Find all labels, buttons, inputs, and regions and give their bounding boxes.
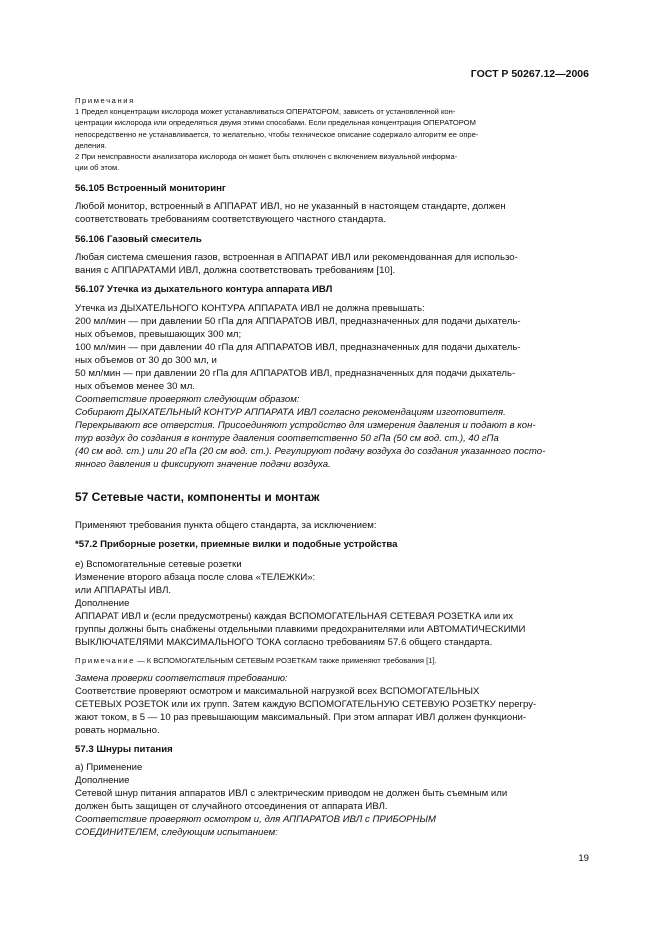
- section-57-2-body: [75, 558, 585, 649]
- section-57-3: [75, 744, 585, 755]
- text-line: е) Вспомогательные сетевые розетки: [75, 559, 242, 570]
- section-heading: 56.107 Утечка из дыхательного контура аппарата ИВЛ: [75, 284, 333, 295]
- text-line: янного давления и фиксируют значение подачи воздуха.: [75, 459, 331, 470]
- text-line: Соответствие проверяют следующим образом:: [75, 394, 300, 405]
- section-heading: *57.2 Приборные розетки, приемные вилки и подобные устройства: [75, 539, 398, 550]
- text-line: Замена проверки соответствия требованию:: [75, 673, 288, 684]
- chapter-57-intro: [75, 519, 585, 532]
- text-line: ровать нормально.: [75, 725, 160, 736]
- section-56-106: [75, 234, 585, 245]
- section-57-3-body: [75, 761, 585, 839]
- section-57-2: [75, 539, 585, 550]
- text-line: тур воздух до создания в контуре давления соответственно 50 гПа (50 см вод. ст.), 40 гПа: [75, 433, 499, 444]
- section-56-106-body: [75, 251, 585, 277]
- text-line: 100 мл/мин — при давлении 40 гПа для АППАРАТОВ ИВЛ, предназначенных для подачи дыхатель-: [75, 342, 521, 353]
- text-line: Соответствие проверяют осмотром и, для АППАРАТОВ ИВЛ с ПРИБОРНЫМ: [75, 814, 436, 825]
- text-line: 50 мл/мин — при давлении 20 гПа для АППАРАТОВ ИВЛ, предназначенных для подачи дыхатель-: [75, 368, 516, 379]
- text-line: АППАРАТ ИВЛ и (если предусмотрены) каждая ВСПОМОГАТЕЛЬНАЯ СЕТЕВАЯ РОЗЕТКА или их: [75, 611, 514, 622]
- section-56-105-body: [75, 200, 585, 226]
- section-heading: 56.105 Встроенный мониторинг: [75, 183, 226, 194]
- text-line: Дополнение: [75, 775, 130, 786]
- text-line: или АППАРАТЫ ИВЛ.: [75, 585, 172, 596]
- text-line: Любая система смешения газов, встроенная в АППАРАТ ИВЛ или рекомендованная для использо-: [75, 252, 518, 263]
- text-line: ных объемов менее 30 мл.: [75, 381, 195, 392]
- section-heading: 56.106 Газовый смеситель: [75, 234, 202, 245]
- text-line: Утечка из ДЫХАТЕЛЬНОГО КОНТУРА АППАРАТА ИВЛ не должна превышать:: [75, 303, 425, 314]
- section-56-107-body: [75, 302, 585, 471]
- note-text: — К ВСПОМОГАТЕЛЬНЫМ СЕТЕВЫМ РОЗЕТКАМ также применяют требования [1].: [134, 656, 437, 665]
- text-line: СЕТЕВЫХ РОЗЕТОК или их групп. Затем каждую ВСПОМОГАТЕЛЬНУЮ СЕТЕВУЮ РОЗЕТКУ перегру-: [75, 699, 537, 710]
- text-line: должен быть защищен от случайного отсоединения от аппарата ИВЛ.: [75, 801, 388, 812]
- text-line: (40 см вод. ст.) или 20 гПа (20 см вод. ст.). Регулируют подачу воздуха до создания указанного посто-: [75, 446, 546, 457]
- text-line: вания с АППАРАТАМИ ИВЛ, должна соответствовать требованиям [10].: [75, 265, 396, 276]
- chapter-57: [75, 490, 585, 504]
- section-heading: 57.3 Шнуры питания: [75, 744, 173, 755]
- note-1: [75, 106, 585, 151]
- note-line: непосредственно не устанавливается, то желательно, чтобы техническое описание содержало алгоритм ее опре-: [75, 129, 479, 139]
- document-header: ГОСТ Р 50267.12—2006: [470, 68, 589, 80]
- text-line: Применяют требования пункта общего стандарта, за исключением:: [75, 520, 377, 531]
- section-57-2-check: [75, 672, 585, 737]
- text-line: Дополнение: [75, 598, 130, 609]
- note-label: Примечание: [75, 656, 135, 665]
- text-line: Любой монитор, встроенный в АППАРАТ ИВЛ, но не указанный в настоящем стандарте, должен: [75, 201, 506, 212]
- text-line: Изменение второго абзаца после слова «ТЕЛЕЖКИ»:: [75, 572, 316, 583]
- text-line: группы должны быть снабжены отдельными плавкими предохранителями или АВТОМАТИЧЕСКИМИ: [75, 624, 526, 635]
- text-line: ных объемов от 30 до 300 мл, и: [75, 355, 217, 366]
- text-line: ВЫКЛЮЧАТЕЛЯМИ МАКСИМАЛЬНОГО ТОКА согласно требованиям 57.6 общего стандарта.: [75, 637, 493, 648]
- text-line: ных объемов, превышающих 300 мл;: [75, 329, 242, 340]
- note-line: деления.: [75, 140, 107, 150]
- text-line: Сетевой шнур питания аппаратов ИВЛ с электрическим приводом не должен быть съемным или: [75, 788, 508, 799]
- text-line: СОЕДИНИТЕЛЕМ, следующим испытанием:: [75, 827, 278, 838]
- section-56-107: [75, 284, 585, 295]
- chapter-heading: 57 Сетевые части, компоненты и монтаж: [75, 490, 320, 504]
- note-line: центрации кислорода или определяться двумя этими способами. Если предельная концентрация ОПЕРАТОРОМ: [75, 118, 476, 128]
- notes-block: [75, 95, 585, 173]
- note-line: 2 При неисправности анализатора кислорода он может быть отключен с включением визуальной информа-: [75, 152, 458, 162]
- text-line: 200 мл/мин — при давлении 50 гПа для АППАРАТОВ ИВЛ, предназначенных для подачи дыхатель-: [75, 316, 521, 327]
- text-line: соответствовать требованиям соответствующего частного стандарта.: [75, 214, 387, 225]
- note-line: 1 Предел концентрации кислорода может устанавливаться ОПЕРАТОРОМ, зависеть от установленной кон-: [75, 107, 456, 117]
- page-number: 19: [578, 853, 589, 864]
- text-line: Перекрывают все отверстия. Присоединяют устройство для измерения давления и подают в кон-: [75, 420, 536, 431]
- section-57-2-note: [75, 656, 585, 665]
- text-line: а) Применение: [75, 762, 143, 773]
- note-line: ции об этом.: [75, 163, 120, 173]
- note-2: [75, 151, 585, 173]
- section-56-105: [75, 183, 585, 194]
- text-line: Соответствие проверяют осмотром и максимальной нагрузкой всех ВСПОМОГАТЕЛЬНЫХ: [75, 686, 480, 697]
- text-line: жают током, в 5 — 10 раз превышающим максимальный. При этом аппарат ИВЛ должен функциони-: [75, 712, 527, 723]
- notes-title: Примечания: [75, 96, 135, 105]
- text-line: Собирают ДЫХАТЕЛЬНЫЙ КОНТУР АППАРАТА ИВЛ согласно рекомендациям изготовителя.: [75, 407, 506, 418]
